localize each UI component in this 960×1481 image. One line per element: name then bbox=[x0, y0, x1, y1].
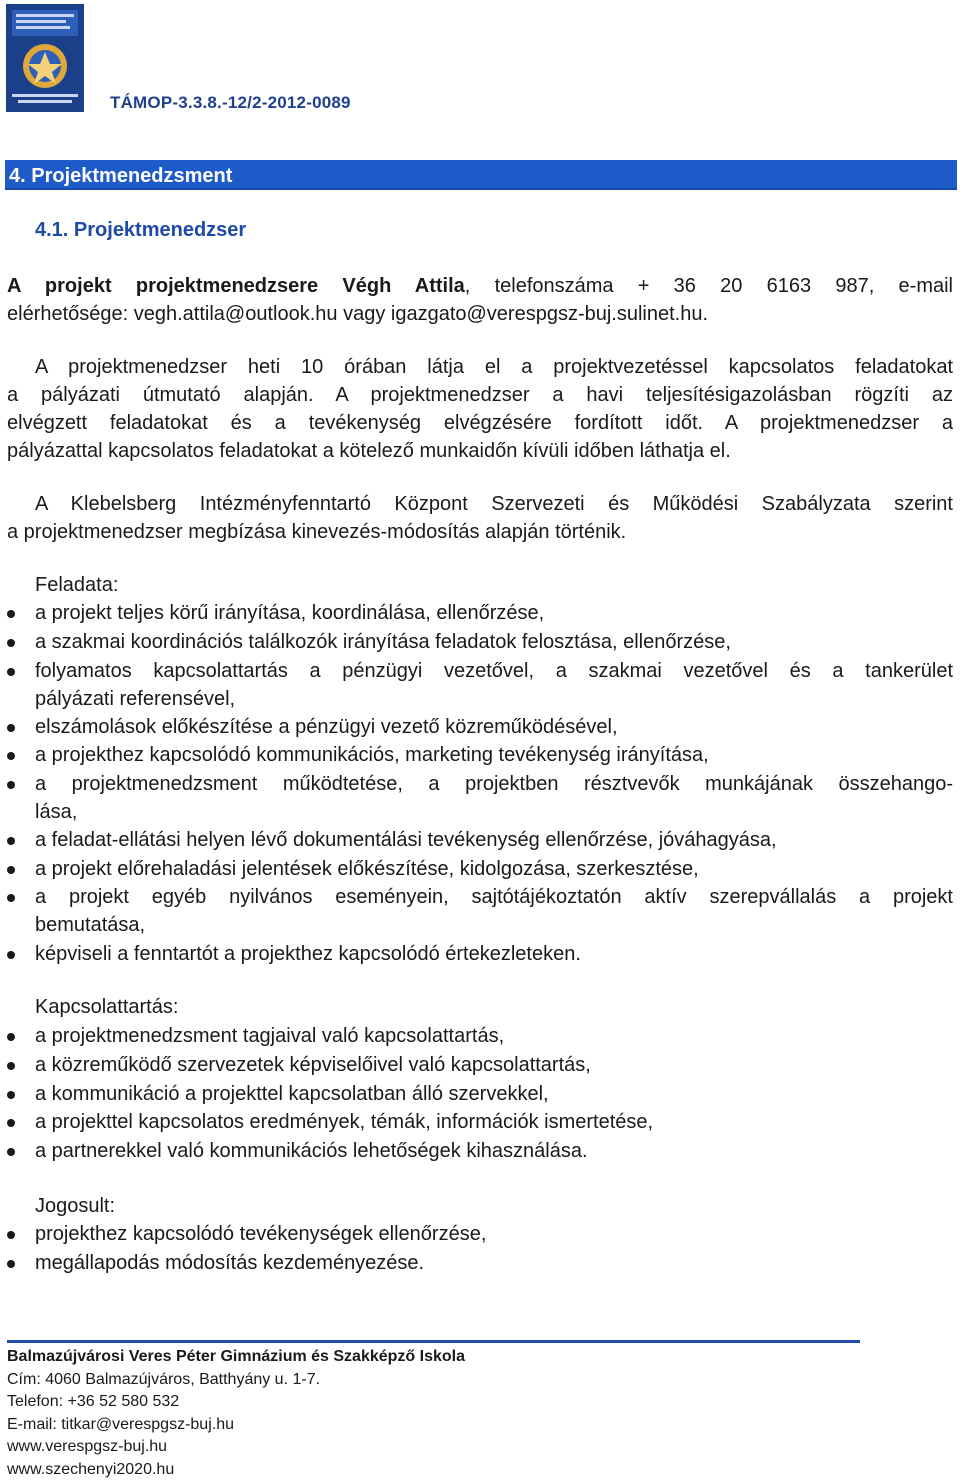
project-code: TÁMOP-3.3.8.-12/2-2012-0089 bbox=[110, 93, 351, 112]
school-emblem-icon bbox=[6, 4, 84, 112]
footer-organization: Balmazújvárosi Veres Péter Gimnázium és Szakképző Iskola bbox=[7, 1348, 465, 1365]
paragraph-line: A Klebelsberg Intézményfenntartó Központ Szervezeti és Működési Szabályzata szerint bbox=[35, 493, 953, 515]
bullet-icon bbox=[7, 1148, 15, 1156]
section-heading-bar bbox=[5, 160, 957, 190]
list-item-text: projekthez kapcsolódó tevékenységek ellenőrzése, bbox=[35, 1223, 487, 1245]
list-item-text: a projektmenedzsment működtetése, a projektben résztvevők munkájának összehango- bbox=[35, 773, 953, 795]
bullet-icon bbox=[7, 1119, 15, 1127]
list-item-text: a projekt előrehaladási jelentések előkészítése, kidolgozása, szerkesztése, bbox=[35, 858, 699, 880]
footer-address: Cím: 4060 Balmazújváros, Batthyány u. 1-7. bbox=[7, 1370, 321, 1388]
duties-label: Feladata: bbox=[35, 574, 119, 596]
bullet-icon bbox=[7, 781, 15, 789]
footer-email: E-mail: titkar@verespgsz-buj.hu bbox=[7, 1415, 234, 1433]
bullet-icon bbox=[7, 1091, 15, 1099]
contact-label: Kapcsolattartás: bbox=[35, 996, 179, 1018]
list-item-text: a szakmai koordinációs találkozók irányítása feladatok felosztása, ellenőrzése, bbox=[35, 631, 731, 653]
paragraph-line: A projektmenedzser heti 10 órában látja el a projektvezetéssel kapcsolatos feladatokat bbox=[35, 356, 953, 378]
list-item-text: a feladat-ellátási helyen lévő dokumentálási tevékenység ellenőrzése, jóváhagyása, bbox=[35, 829, 777, 851]
list-item-text: a közreműködő szervezetek képviselőivel való kapcsolattartás, bbox=[35, 1054, 591, 1076]
list-item-text: a kommunikáció a projekttel kapcsolatban álló szervekkel, bbox=[35, 1083, 549, 1105]
list-item-text: elszámolások előkészítése a pénzügyi vezető közreműködésével, bbox=[35, 716, 618, 738]
list-item-text: a projekt egyéb nyilvános eseményein, sajtótájékoztatón aktív szerepvállalás a projekt bbox=[35, 886, 953, 908]
footer-phone: Telefon: +36 52 580 532 bbox=[7, 1393, 180, 1410]
footer-website-link[interactable]: www.verespgsz-buj.hu bbox=[7, 1438, 168, 1455]
bullet-icon bbox=[7, 1062, 15, 1070]
bullet-icon bbox=[7, 951, 15, 959]
list-item-text: képviseli a fenntartót a projekthez kapcsolódó értekezleteken. bbox=[35, 943, 581, 965]
paragraph-line: elvégzett feladatokat és a tevékenység elvégzésére fordított időt. A projektmenedzser a bbox=[7, 412, 953, 434]
paragraph-line: a projektmenedzser megbízása kinevezés-módosítás alapján történik. bbox=[7, 521, 627, 543]
paragraph-line bbox=[7, 272, 953, 300]
list-item-continuation: lása, bbox=[35, 801, 78, 823]
bullet-icon bbox=[7, 639, 15, 647]
paragraph-line: a pályázati útmutató alapján. A projektmenedzser a havi teljesítésigazolásban rögzíti az bbox=[7, 384, 953, 406]
list-item-continuation: pályázati referensével, bbox=[35, 688, 236, 710]
section-title: 4. Projektmenedzsment bbox=[9, 165, 233, 187]
list-item-text: a projekt teljes körű irányítása, koordinálása, ellenőrzése, bbox=[35, 602, 545, 624]
page-header bbox=[6, 4, 406, 114]
subsection-title: 4.1. Projektmenedzser bbox=[35, 219, 247, 241]
paragraph-line: pályázattal kapcsolatos feladatokat a kötelező munkaidőn kívüli időben láthatja el. bbox=[7, 440, 731, 462]
list-item-text: megállapodás módosítás kezdeményezése. bbox=[35, 1252, 425, 1274]
list-item-text: a projekthez kapcsolódó kommunikációs, marketing tevékenység irányítása, bbox=[35, 744, 709, 766]
list-item-text: a partnerekkel való kommunikációs lehetőségek kihasználása. bbox=[35, 1140, 588, 1162]
bullet-icon bbox=[7, 752, 15, 760]
footer-website-link[interactable]: www.szechenyi2020.hu bbox=[7, 1460, 175, 1478]
bullet-icon bbox=[7, 724, 15, 732]
list-item-text: a projekttel kapcsolatos eredmények, témák, információk ismertetése, bbox=[35, 1111, 654, 1133]
text-run: , telefonszáma + 36 20 6163 987, e-mail bbox=[464, 275, 953, 297]
text-run: A projekt projektmenedzsere bbox=[7, 275, 343, 297]
bullet-icon bbox=[7, 610, 15, 618]
paragraph-line: elérhetősége: vegh.attila@outlook.hu vagy igazgato@verespgsz-buj.sulinet.hu. bbox=[7, 303, 709, 325]
bullet-icon bbox=[7, 668, 15, 676]
list-item-text: folyamatos kapcsolattartás a pénzügyi vezetővel, a szakmai vezetővel és a tankerület bbox=[35, 660, 953, 682]
bullet-icon bbox=[7, 1260, 15, 1268]
bullet-icon bbox=[7, 1033, 15, 1041]
list-item-text: a projektmenedzsment tagjaival való kapcsolattartás, bbox=[35, 1025, 505, 1047]
bullet-icon bbox=[7, 894, 15, 902]
bullet-icon bbox=[7, 1231, 15, 1239]
bullet-icon bbox=[7, 837, 15, 845]
manager-name: Végh Attila bbox=[342, 275, 465, 297]
list-item-continuation: bemutatása, bbox=[35, 914, 146, 936]
footer-divider bbox=[7, 1340, 860, 1343]
bullet-icon bbox=[7, 866, 15, 874]
page-footer bbox=[7, 1346, 465, 1481]
entitled-label: Jogosult: bbox=[35, 1195, 116, 1217]
